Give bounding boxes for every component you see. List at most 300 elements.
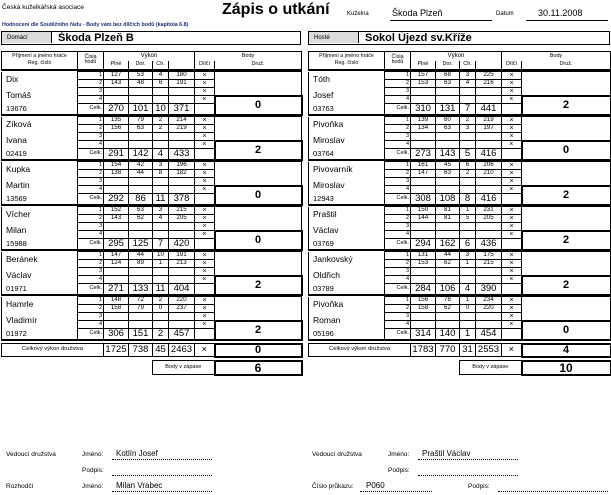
- round-number: 1: [385, 117, 411, 125]
- round-number: 1: [385, 207, 411, 215]
- clear-value: [436, 141, 460, 149]
- player-points: 0: [215, 231, 302, 250]
- match-points-blank: [522, 162, 611, 186]
- round-number: 3: [385, 88, 411, 96]
- match-points-blank: [215, 162, 302, 186]
- total-partial-blank: [502, 104, 522, 115]
- player-first-name: Martin: [2, 178, 78, 194]
- full-value: 147: [411, 170, 436, 178]
- sum-value: [476, 133, 502, 141]
- partial-mark: ×: [195, 141, 215, 149]
- partial-mark: ×: [195, 260, 215, 268]
- license-number: P060: [366, 481, 385, 490]
- clear-value: 79: [129, 117, 153, 125]
- clear-value: [436, 88, 460, 96]
- sum-value: 205: [169, 215, 195, 223]
- team-total-miss: 31: [460, 344, 476, 357]
- full-value: 158: [411, 305, 436, 313]
- miss-value: 2: [460, 117, 476, 125]
- match-points-blank: [215, 297, 302, 321]
- partial-mark: ×: [502, 207, 522, 215]
- away-leader-label: Vedoucí družstva: [312, 451, 362, 458]
- total-sum: 416: [476, 149, 502, 160]
- home-sign-line: [112, 475, 212, 476]
- player-first-name: Miroslav: [309, 178, 385, 194]
- referee-label: Rozhodčí: [6, 483, 34, 490]
- total-row-label: Celk.: [385, 329, 411, 340]
- round-number: 1: [385, 72, 411, 80]
- total-sum: 433: [169, 149, 195, 160]
- points-header: Body: [195, 52, 302, 61]
- total-miss: 4: [153, 149, 169, 160]
- performance-header: Výkon: [411, 52, 502, 61]
- miss-value: [460, 313, 476, 321]
- clear-value: 78: [436, 297, 460, 305]
- clear-value: 80: [436, 117, 460, 125]
- total-sum: 454: [476, 329, 502, 340]
- full-value: 156: [411, 297, 436, 305]
- clear-value: [436, 321, 460, 329]
- total-sum: 404: [169, 284, 195, 295]
- miss-value: [153, 133, 169, 141]
- total-full: 308: [411, 194, 436, 205]
- player-surname: Pivoňka: [309, 117, 385, 133]
- match-score-label: Body v zápase: [460, 361, 522, 375]
- partial-mark: ×: [195, 162, 215, 170]
- total-clear: 140: [436, 329, 460, 340]
- player-first-name: Ivana: [2, 133, 78, 149]
- clear-value: 81: [436, 215, 460, 223]
- miss-value: [460, 276, 476, 284]
- total-row-label: Celk.: [78, 329, 104, 340]
- miss-value: [460, 268, 476, 276]
- sum-value: [476, 178, 502, 186]
- total-full: 271: [104, 284, 129, 295]
- team-total-label: Celkový výkon družstva: [2, 344, 104, 357]
- round-number: 2: [78, 305, 104, 313]
- miss-value: [153, 321, 169, 329]
- total-partial-blank: [195, 284, 215, 295]
- home-score-table: [1, 51, 303, 376]
- total-miss: 4: [460, 284, 476, 295]
- match-score: 10: [522, 361, 611, 375]
- referee-sign-line: [498, 491, 608, 492]
- sum-value: 205: [476, 215, 502, 223]
- home-team-name: Škoda Plzeň B: [58, 32, 134, 44]
- clear-value: 45: [436, 162, 460, 170]
- sum-value: 215: [169, 207, 195, 215]
- home-leader-name-line: [112, 459, 212, 460]
- clear-value: 44: [129, 252, 153, 260]
- miss-value: [460, 321, 476, 329]
- player-points: 2: [522, 96, 611, 115]
- sum-value: [169, 133, 195, 141]
- referee-name-line: [112, 491, 212, 492]
- home-team-bar: [1, 31, 301, 45]
- license-label: Číslo průkazu:: [312, 483, 354, 490]
- full-value: 153: [411, 80, 436, 88]
- miss-value: [460, 96, 476, 104]
- total-full: 292: [104, 194, 129, 205]
- round-number: 2: [385, 80, 411, 88]
- away-team-bar: [308, 31, 610, 45]
- round-number: 1: [78, 297, 104, 305]
- player-first-name: Miroslav: [309, 133, 385, 149]
- clear-value: [436, 186, 460, 194]
- full-value: [104, 178, 129, 186]
- partial-mark: ×: [502, 231, 522, 239]
- full-value: 135: [104, 117, 129, 125]
- player-reg-number: 03764: [309, 149, 385, 160]
- full-value: [411, 231, 436, 239]
- round-number: 2: [385, 125, 411, 133]
- partial-mark: ×: [502, 117, 522, 125]
- total-clear: 162: [436, 239, 460, 250]
- venue-underline: [390, 20, 492, 21]
- full-value: [104, 186, 129, 194]
- miss-value: 2: [460, 170, 476, 178]
- miss-value: [153, 186, 169, 194]
- partial-mark: ×: [502, 170, 522, 178]
- miss-header: Ch.: [153, 61, 169, 70]
- player-first-name: Václav: [2, 268, 78, 284]
- miss-value: [460, 186, 476, 194]
- round-number: 4: [385, 321, 411, 329]
- player-points: 0: [215, 186, 302, 205]
- player-first-name: Josef: [309, 88, 385, 104]
- player-surname: Vícher: [2, 207, 78, 223]
- total-full: 294: [411, 239, 436, 250]
- player-reg-number: 03789: [309, 284, 385, 295]
- partial-mark: ×: [502, 252, 522, 260]
- clear-value: 63: [436, 80, 460, 88]
- miss-value: [460, 133, 476, 141]
- clear-value: 42: [129, 162, 153, 170]
- total-row-label: Celk.: [78, 239, 104, 250]
- total-clear: 86: [129, 194, 153, 205]
- miss-value: [153, 96, 169, 104]
- full-value: [411, 276, 436, 284]
- full-value: [104, 321, 129, 329]
- full-value: [104, 141, 129, 149]
- clear-value: 63: [129, 125, 153, 133]
- total-miss: 1: [460, 329, 476, 340]
- miss-value: 8: [153, 170, 169, 178]
- total-sum: 441: [476, 104, 502, 115]
- clear-value: [129, 96, 153, 104]
- sum-value: 182: [169, 170, 195, 178]
- full-header: Plné: [104, 61, 129, 70]
- player-surname: Dix: [2, 72, 78, 88]
- miss-value: 1: [460, 207, 476, 215]
- round-number: 1: [385, 297, 411, 305]
- name-header: Příjmení a jméno hráče: [319, 52, 374, 59]
- total-miss: 7: [460, 104, 476, 115]
- sum-value: [169, 231, 195, 239]
- full-value: 161: [411, 162, 436, 170]
- player-first-name: Václav: [309, 223, 385, 239]
- total-miss: 6: [460, 239, 476, 250]
- total-row-label: Celk.: [78, 149, 104, 160]
- away-sign-line: [418, 475, 518, 476]
- miss-value: 2: [153, 297, 169, 305]
- clear-header: Dor.: [436, 61, 460, 70]
- total-sum: 390: [476, 284, 502, 295]
- miss-value: 4: [153, 72, 169, 80]
- sum-value: [476, 231, 502, 239]
- player-reg-number: 15988: [2, 239, 78, 250]
- full-header: Plné: [411, 61, 436, 70]
- player-points: 0: [215, 96, 302, 115]
- sum-value: 175: [476, 252, 502, 260]
- match-points-blank: [215, 207, 302, 231]
- full-value: [411, 133, 436, 141]
- clear-header: Dor.: [129, 61, 153, 70]
- player-points: 2: [215, 141, 302, 160]
- round-number: 3: [78, 223, 104, 231]
- clear-value: [129, 133, 153, 141]
- sum-value: 191: [169, 80, 195, 88]
- miss-value: [460, 88, 476, 96]
- player-first-name: Vladimír: [2, 313, 78, 329]
- partial-mark: ×: [502, 72, 522, 80]
- total-full: 273: [411, 149, 436, 160]
- total-sum: 436: [476, 239, 502, 250]
- total-row-label: Celk.: [385, 194, 411, 205]
- round-number: 2: [385, 170, 411, 178]
- points-header: Body: [502, 52, 611, 61]
- away-team-name: Sokol Újezd sv.Kříže: [365, 32, 472, 44]
- round-number: 2: [78, 125, 104, 133]
- partial-mark: ×: [195, 297, 215, 305]
- miss-value: 1: [460, 297, 476, 305]
- round-number: 2: [78, 215, 104, 223]
- sum-value: [169, 186, 195, 194]
- full-value: 147: [104, 252, 129, 260]
- name-header: Příjmení a jméno hráče: [12, 52, 67, 59]
- clear-value: [129, 268, 153, 276]
- full-value: 143: [104, 80, 129, 88]
- license-line: [360, 491, 432, 492]
- total-clear: 151: [129, 329, 153, 340]
- total-clear: 125: [129, 239, 153, 250]
- name-reg-header: [2, 52, 78, 70]
- match-points-blank: [522, 252, 611, 276]
- miss-value: 3: [460, 72, 476, 80]
- home-label: Domácí: [7, 35, 28, 41]
- association-name: Česká kuželkářská asociace: [2, 4, 85, 11]
- total-partial-blank: [502, 149, 522, 160]
- player-reg-number: 01971: [2, 284, 78, 295]
- referee-name-label: Jméno:: [82, 483, 104, 490]
- team-total-label: Celkový výkon družstva: [309, 344, 411, 357]
- round-number: 4: [385, 96, 411, 104]
- player-surname: Tóth: [309, 72, 385, 88]
- miss-value: 10: [153, 252, 169, 260]
- full-value: 124: [104, 260, 129, 268]
- player-reg-number: 13676: [2, 104, 78, 115]
- player-points: 2: [215, 276, 302, 295]
- sum-value: 237: [169, 305, 195, 313]
- clear-value: [129, 223, 153, 231]
- miss-value: [153, 268, 169, 276]
- partial-mark: ×: [195, 133, 215, 141]
- round-number: 2: [385, 215, 411, 223]
- match-points-blank: [215, 252, 302, 276]
- full-value: [411, 96, 436, 104]
- round-number: 4: [78, 321, 104, 329]
- clear-value: [129, 276, 153, 284]
- full-value: 134: [411, 125, 436, 133]
- full-value: 158: [104, 305, 129, 313]
- clear-value: [436, 231, 460, 239]
- full-value: [104, 313, 129, 321]
- round-number: 3: [78, 268, 104, 276]
- reg-header: Reg. číslo: [27, 60, 52, 67]
- miss-value: 0: [153, 305, 169, 313]
- full-value: [104, 231, 129, 239]
- sum-value: 225: [476, 72, 502, 80]
- clear-value: 62: [436, 305, 460, 313]
- round-number: 1: [78, 117, 104, 125]
- miss-value: [153, 141, 169, 149]
- round-number: 2: [78, 170, 104, 178]
- player-reg-number: 01972: [2, 329, 78, 340]
- miss-value: [460, 231, 476, 239]
- partial-mark: ×: [195, 268, 215, 276]
- full-value: [411, 88, 436, 96]
- sum-value: [169, 223, 195, 231]
- match-points-blank: [215, 117, 302, 141]
- partial-mark: ×: [502, 133, 522, 141]
- clear-value: [436, 178, 460, 186]
- clear-value: [436, 313, 460, 321]
- miss-value: 3: [153, 207, 169, 215]
- partial-header: Dílčí: [502, 61, 522, 70]
- sum-value: 213: [169, 260, 195, 268]
- player-reg-number: 05196: [309, 329, 385, 340]
- round-number: 4: [385, 276, 411, 284]
- full-value: [104, 133, 129, 141]
- total-full: 295: [104, 239, 129, 250]
- round-number: 2: [385, 260, 411, 268]
- partial-mark: ×: [195, 117, 215, 125]
- full-value: 131: [411, 252, 436, 260]
- performance-header: Výkon: [104, 52, 195, 61]
- match-points-blank: [522, 207, 611, 231]
- round-number: 1: [78, 252, 104, 260]
- clear-value: 81: [436, 207, 460, 215]
- miss-value: [153, 276, 169, 284]
- miss-value: 2: [153, 125, 169, 133]
- full-value: 152: [104, 207, 129, 215]
- reg-header: Reg. číslo: [334, 60, 359, 67]
- total-row-label: Celk.: [78, 104, 104, 115]
- clear-value: 68: [436, 72, 460, 80]
- round-number: 3: [385, 223, 411, 231]
- partial-mark: ×: [195, 321, 215, 329]
- sum-value: [169, 321, 195, 329]
- sum-value: 220: [476, 305, 502, 313]
- round-number: 3: [78, 313, 104, 321]
- miss-value: [153, 223, 169, 231]
- player-first-name: Roman: [309, 313, 385, 329]
- partial-mark: ×: [502, 313, 522, 321]
- round-number: 4: [78, 186, 104, 194]
- total-clear: 108: [436, 194, 460, 205]
- match-header: Druž.: [215, 61, 302, 70]
- sum-value: 231: [476, 207, 502, 215]
- total-row-label: Celk.: [78, 194, 104, 205]
- player-first-name: Milan: [2, 223, 78, 239]
- clear-value: [436, 223, 460, 231]
- team-total-sum: 2553: [476, 344, 502, 357]
- miss-value: [460, 223, 476, 231]
- player-surname: Kupka: [2, 162, 78, 178]
- round-number: 3: [78, 88, 104, 96]
- total-miss: 11: [153, 194, 169, 205]
- partial-header: Dílčí: [195, 61, 215, 70]
- team-total-mark: ×: [195, 344, 215, 357]
- miss-value: [153, 88, 169, 96]
- partial-mark: ×: [195, 170, 215, 178]
- miss-value: [153, 231, 169, 239]
- sum-value: [476, 276, 502, 284]
- sum-value: [169, 96, 195, 104]
- venue-label: Kuželna: [347, 11, 369, 17]
- match-header: Druž.: [522, 61, 611, 70]
- round-number: 4: [78, 276, 104, 284]
- round-number: 3: [78, 133, 104, 141]
- player-surname: Beránek: [2, 252, 78, 268]
- total-partial-blank: [195, 194, 215, 205]
- sum-value: [169, 276, 195, 284]
- home-leader-name: Kotlín Josef: [116, 449, 158, 458]
- player-surname: Jankovský: [309, 252, 385, 268]
- miss-value: [153, 178, 169, 186]
- total-sum: 420: [169, 239, 195, 250]
- total-sum: 416: [476, 194, 502, 205]
- miss-value: 0: [460, 305, 476, 313]
- partial-mark: ×: [502, 297, 522, 305]
- player-first-name: Tomáš: [2, 88, 78, 104]
- team-total-full: 1725: [105, 344, 127, 356]
- clear-value: [129, 231, 153, 239]
- full-value: 148: [104, 297, 129, 305]
- partial-mark: ×: [195, 186, 215, 194]
- total-full: 306: [104, 329, 129, 340]
- miss-value: 4: [153, 215, 169, 223]
- sum-value: [476, 186, 502, 194]
- miss-value: 4: [460, 80, 476, 88]
- team-total-full: 1783: [412, 344, 434, 356]
- full-value: 143: [104, 215, 129, 223]
- full-value: 154: [104, 162, 129, 170]
- total-row-label: Celk.: [385, 104, 411, 115]
- round-number: 4: [78, 96, 104, 104]
- round-number: 3: [78, 178, 104, 186]
- miss-value: 1: [153, 260, 169, 268]
- team-total-clear: 770: [436, 344, 460, 357]
- away-leader-name-label: Jméno:: [388, 451, 410, 458]
- sum-value: 216: [476, 80, 502, 88]
- partial-mark: ×: [502, 215, 522, 223]
- partial-mark: ×: [195, 276, 215, 284]
- venue-value: Škoda Plzeň: [392, 8, 443, 18]
- sum-value: [169, 313, 195, 321]
- referee-name: Milan Vrabec: [116, 481, 163, 490]
- sum-value: 219: [476, 117, 502, 125]
